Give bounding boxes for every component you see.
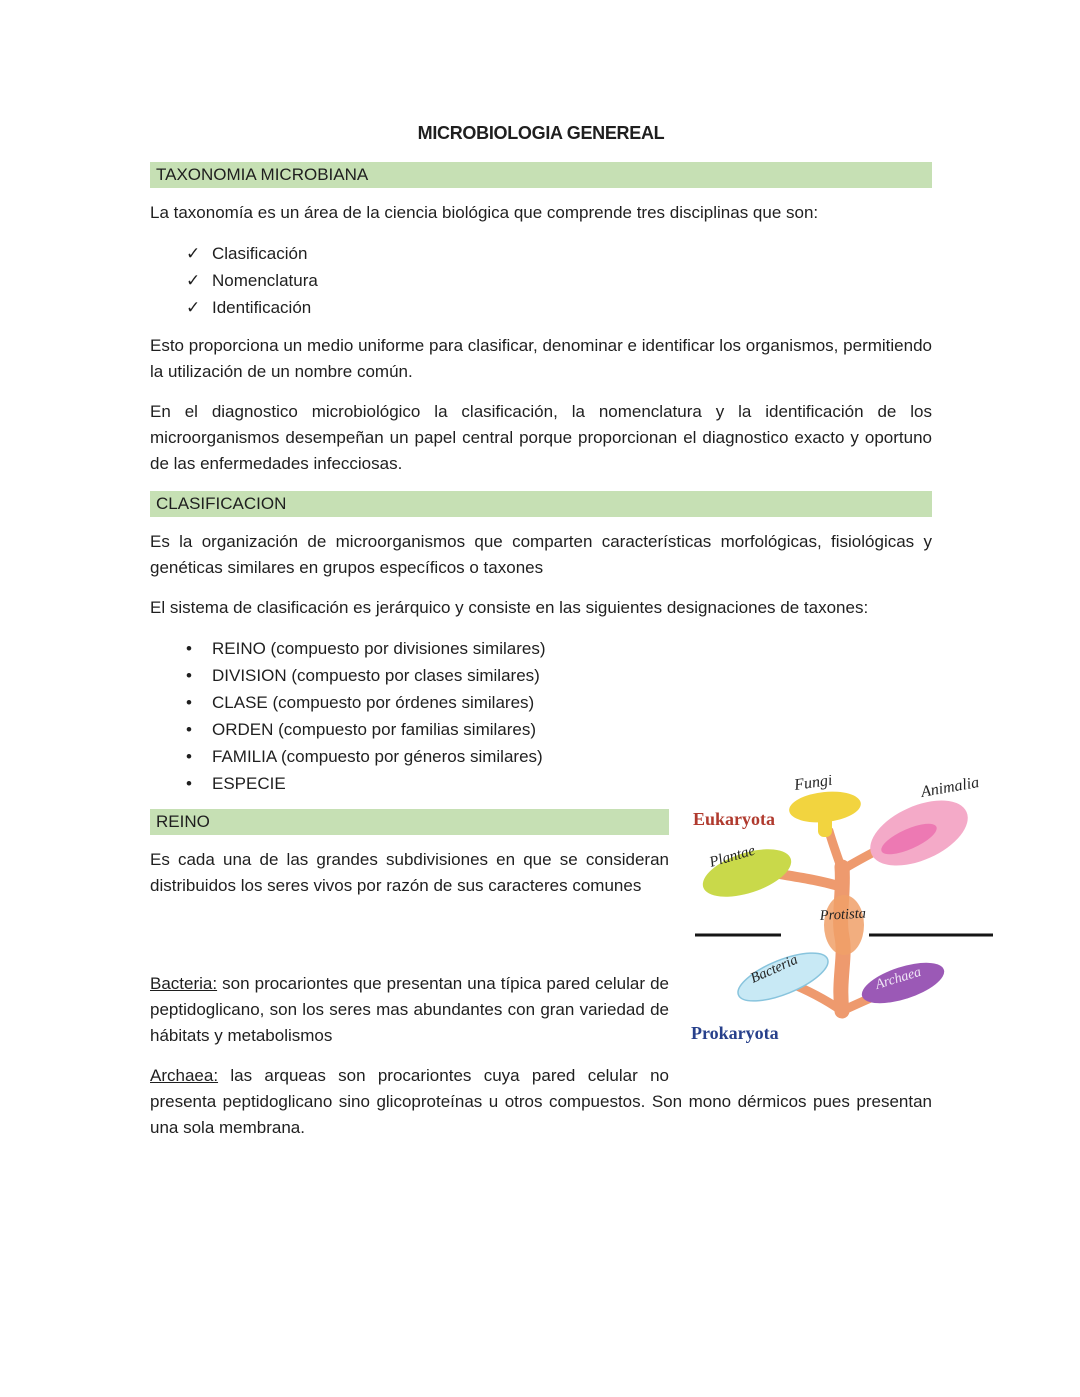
check-list-item <box>150 267 932 294</box>
check-item-label: Nomenclatura <box>212 271 318 290</box>
paragraph-clasificacion-2: El sistema de clasificación es jerárquico y consiste en las siguientes designaciones de taxones: <box>150 598 869 617</box>
check-icon: ✓ <box>186 244 201 263</box>
bullet-list <box>150 635 932 797</box>
bacteria-term: Bacteria: <box>150 974 218 993</box>
bullet-icon: • <box>186 720 192 739</box>
check-item-label: Identificación <box>212 298 312 317</box>
bullet-list-item <box>150 770 932 797</box>
bullet-item-label: FAMILIA (compuesto por géneros similares) <box>212 747 543 766</box>
bullet-item-label: CLASE (compuesto por órdenes similares) <box>212 693 535 712</box>
bullet-list-item <box>150 716 932 743</box>
fungi-stem <box>818 807 832 837</box>
bullet-list-item <box>150 662 932 689</box>
check-icon: ✓ <box>186 271 201 290</box>
paragraph-clasificacion-1: Es la organización de microorganismos que comparten características morfológicas, fisiológicas y genéticas similares en grupos específicos o taxones <box>150 532 932 577</box>
bullet-list-item <box>150 743 932 770</box>
paragraph-taxonomia-1: Esto proporciona un medio uniforme para clasificar, denominar e identificar los organismos, permitiendo la utilización de un nombre común. <box>150 336 932 381</box>
tree-label-prokaryota: Prokaryota <box>691 1023 779 1043</box>
bullet-item-label: DIVISION (compuesto por clases similares) <box>212 666 540 685</box>
check-list-item <box>150 240 932 267</box>
tree-label-archaea: Archaea <box>873 964 924 993</box>
paragraph-taxonomia-intro: La taxonomía es un área de la ciencia biológica que comprende tres disciplinas que son: <box>150 203 819 222</box>
protista-blob <box>824 895 864 955</box>
paragraph-reino-1: Es cada una de las grandes subdivisiones en que se consideran distribuidos los seres vivos por razón de sus caracteres comunes <box>150 850 669 895</box>
section-header-reino: REINO <box>150 809 669 835</box>
check-list <box>150 240 932 321</box>
document-page <box>150 120 981 1155</box>
phylogenetic-tree-svg <box>687 775 1007 1065</box>
tree-label-fungi: Fungi <box>793 775 834 794</box>
phylogenetic-tree-image <box>687 775 1007 1065</box>
bullet-icon: • <box>186 666 192 685</box>
paragraph-archaea <box>150 1063 932 1141</box>
bullet-list-item <box>150 635 932 662</box>
archaea-text: las arqueas son procariontes cuya pared celular no presenta peptidoglicano sino glicoproteínas u otros compuestos. Son mono dérmicos pues presentan una sola membrana. <box>150 1066 932 1137</box>
bacteria-text: son procariontes que presentan una típica pared celular de peptidoglicano, son los seres mas abundantes con gran variedad de hábitats y metabolismos <box>150 974 669 1045</box>
tree-label-plantae: Plantae <box>707 842 757 871</box>
bullet-icon: • <box>186 639 192 658</box>
bullet-item-label: REINO (compuesto por divisiones similares) <box>212 639 546 658</box>
check-item-label: Clasificación <box>212 244 308 263</box>
section-header-clasificacion: CLASIFICACION <box>150 491 932 517</box>
paragraph-taxonomia-2: En el diagnostico microbiológico la clasificación, la nomenclatura y la identificación de los microorganismos desempeñan un papel central porque proporcionan el diagnostico exacto y oportuno de las enfermedades infecciosas. <box>150 402 932 473</box>
bullet-list-item <box>150 689 932 716</box>
bullet-icon: • <box>186 774 192 793</box>
document-title: MICROBIOLOGIA GENEREAL <box>417 123 665 143</box>
bullet-item-label: ORDEN (compuesto por familias similares) <box>212 720 537 739</box>
bullet-icon: • <box>186 747 192 766</box>
branch-fungi <box>829 831 842 870</box>
check-icon: ✓ <box>186 298 201 317</box>
bullet-icon: • <box>186 693 192 712</box>
tree-label-protista: Protista <box>819 905 867 924</box>
section-header-taxonomia: TAXONOMIA MICROBIANA <box>150 162 932 188</box>
tree-label-eukaryota: Eukaryota <box>693 809 776 829</box>
bullet-item-label: ESPECIE <box>212 774 286 793</box>
archaea-term: Archaea: <box>150 1066 219 1085</box>
tree-label-bacteria: Bacteria <box>748 951 801 987</box>
check-list-item <box>150 294 932 321</box>
tree-label-animalia: Animalia <box>919 775 981 801</box>
